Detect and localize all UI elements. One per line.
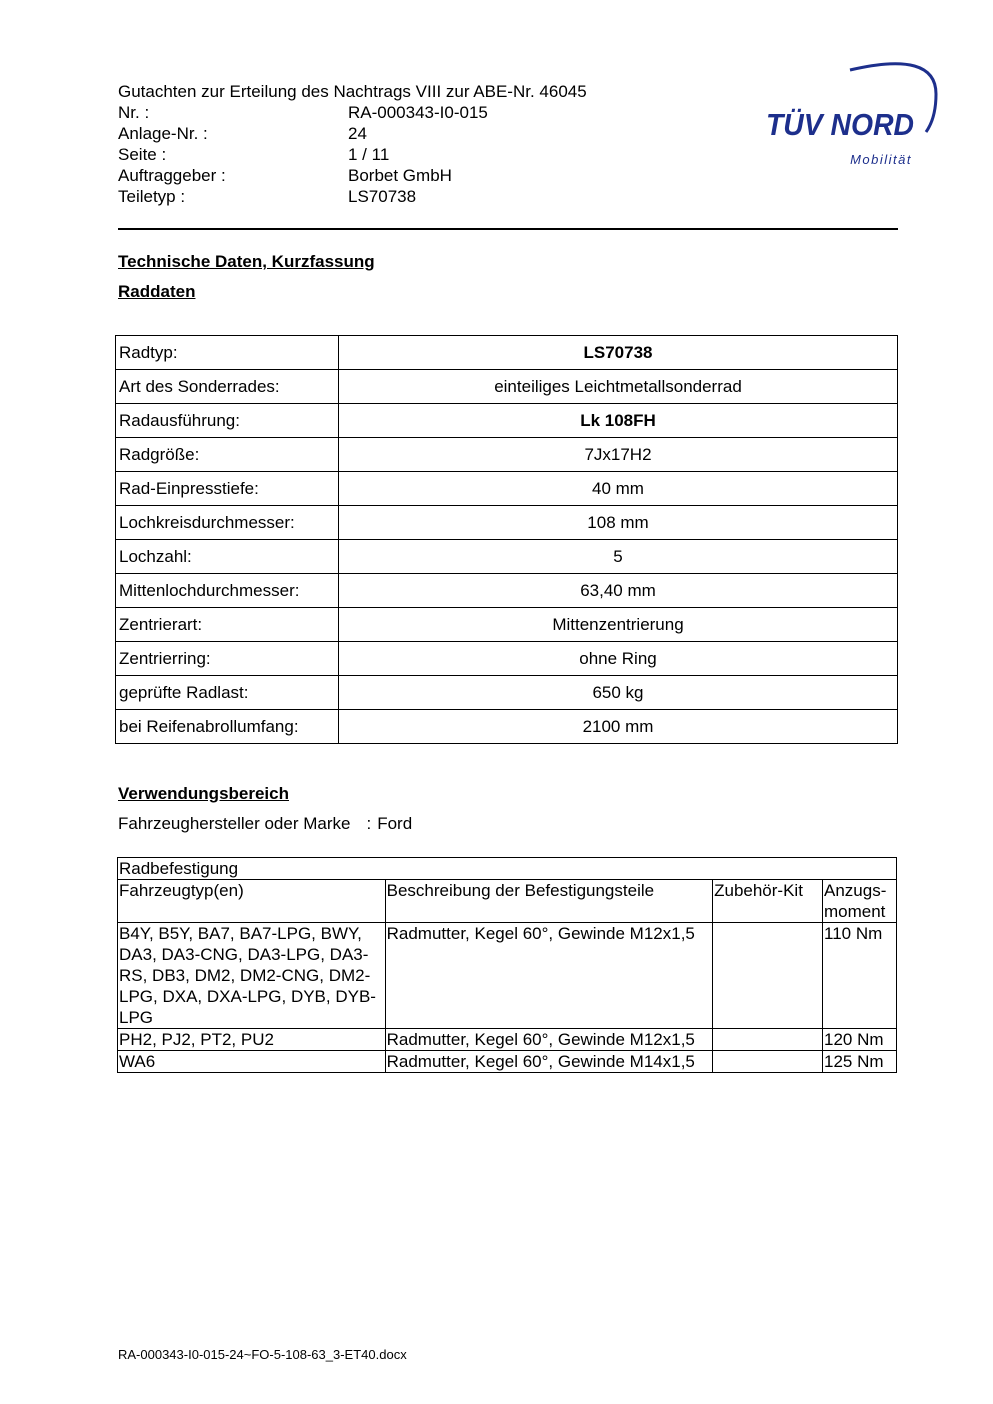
table-row	[116, 710, 898, 744]
wheel-label: Zentrierring:	[116, 642, 339, 676]
wheel-value: 108 mm	[339, 506, 898, 540]
header-row-anlage	[118, 123, 587, 144]
header-divider	[118, 228, 898, 230]
wheel-label: Radtyp:	[116, 336, 339, 370]
fastener-description: Radmutter, Kegel 60°, Gewinde M14x1,5	[385, 1051, 712, 1073]
document-header	[118, 81, 587, 207]
wheel-label: Zentrierart:	[116, 608, 339, 642]
maker-value: Ford	[377, 814, 413, 833]
wheel-label: Radgröße:	[116, 438, 339, 472]
torque: 110 Nm	[823, 923, 897, 1029]
wheel-label: Lochkreisdurchmesser:	[116, 506, 339, 540]
wheel-value: 650 kg	[339, 676, 898, 710]
wheel-value: 2100 mm	[339, 710, 898, 744]
maker-separator: :	[366, 814, 372, 833]
header-row-nr	[118, 102, 587, 123]
technical-data-heading: Technische Daten, Kurzfassung	[118, 252, 375, 271]
table-row	[116, 608, 898, 642]
column-header: Zubehör-Kit	[713, 880, 823, 923]
table-header-row	[118, 880, 897, 923]
header-value: RA-000343-I0-015	[348, 103, 488, 122]
vehicle-types: B4Y, B5Y, BA7, BA7-LPG, BWY, DA3, DA3-CNG, DA3-LPG, DA3-RS, DB3, DM2, DM2-CNG, DM2-LPG, DXA, DXA-LPG, DYB, DYB-LPG	[118, 923, 386, 1029]
wheel-value: 7Jx17H2	[339, 438, 898, 472]
header-label: Seite :	[118, 145, 167, 164]
vehicle-maker-line	[118, 814, 412, 834]
accessory-kit	[713, 1051, 823, 1073]
wheel-data-table	[115, 335, 898, 744]
vehicle-types: PH2, PJ2, PT2, PU2	[118, 1029, 386, 1051]
table-row	[116, 472, 898, 506]
document-title: Gutachten zur Erteilung des Nachtrags VIII zur ABE-Nr. 46045	[118, 82, 587, 101]
usage-heading: Verwendungsbereich	[118, 784, 289, 803]
table-row	[116, 540, 898, 574]
wheel-value: 40 mm	[339, 472, 898, 506]
header-value: LS70738	[348, 187, 417, 206]
header-value: 24	[348, 124, 367, 143]
wheel-value: 5	[339, 540, 898, 574]
wheel-label: bei Reifenabrollumfang:	[116, 710, 339, 744]
table-row	[116, 370, 898, 404]
header-value: 1 / 11	[348, 145, 390, 164]
column-header: Fahrzeugtyp(en)	[118, 880, 386, 923]
logo-brand: TÜV NORD	[766, 107, 914, 142]
vehicle-types: WA6	[118, 1051, 386, 1073]
wheel-value: einteiliges Leichtmetallsonderrad	[339, 370, 898, 404]
tuv-nord-logo	[760, 56, 940, 171]
wheel-label: Radausführung:	[116, 404, 339, 438]
header-label: Auftraggeber :	[118, 166, 226, 185]
wheel-value: 63,40 mm	[339, 574, 898, 608]
table-row	[116, 404, 898, 438]
wheel-data-heading: Raddaten	[118, 282, 196, 301]
header-row-seite	[118, 144, 587, 165]
maker-label: Fahrzeughersteller oder Marke	[118, 814, 351, 833]
header-label: Nr. :	[118, 103, 150, 122]
fastener-description: Radmutter, Kegel 60°, Gewinde M12x1,5	[385, 923, 712, 1029]
fastener-description: Radmutter, Kegel 60°, Gewinde M12x1,5	[385, 1029, 712, 1051]
wheel-label: Mittenlochdurchmesser:	[116, 574, 339, 608]
mounting-table	[117, 857, 897, 1073]
wheel-label: Art des Sonderrades:	[116, 370, 339, 404]
wheel-value: Lk 108FH	[339, 404, 898, 438]
column-header: Beschreibung der Befestigungsteile	[385, 880, 712, 923]
torque: 120 Nm	[823, 1029, 897, 1051]
wheel-label: Lochzahl:	[116, 540, 339, 574]
wheel-label: Rad-Einpresstiefe:	[116, 472, 339, 506]
header-row-teiletyp	[118, 186, 587, 207]
mounting-title: Radbefestigung	[118, 858, 897, 880]
wheel-label: geprüfte Radlast:	[116, 676, 339, 710]
table-row	[118, 1029, 897, 1051]
table-row	[116, 574, 898, 608]
torque: 125 Nm	[823, 1051, 897, 1073]
wheel-value: LS70738	[339, 336, 898, 370]
wheel-value: ohne Ring	[339, 642, 898, 676]
logo-sub: Mobilität	[850, 152, 912, 167]
table-row	[116, 642, 898, 676]
header-label: Teiletyp :	[118, 187, 186, 206]
table-row	[116, 336, 898, 370]
header-value: Borbet GmbH	[348, 166, 452, 185]
table-row	[118, 1051, 897, 1073]
accessory-kit	[713, 1029, 823, 1051]
table-title-row	[118, 858, 897, 880]
accessory-kit	[713, 923, 823, 1029]
table-row	[116, 506, 898, 540]
header-row-auftraggeber	[118, 165, 587, 186]
footer-filename: RA-000343-I0-015-24~FO-5-108-63_3-ET40.docx	[118, 1347, 407, 1362]
header-label: Anlage-Nr. :	[118, 124, 208, 143]
table-row	[116, 676, 898, 710]
wheel-value: Mittenzentrierung	[339, 608, 898, 642]
table-row	[118, 923, 897, 1029]
column-header: Anzugs-moment	[823, 880, 897, 923]
table-row	[116, 438, 898, 472]
